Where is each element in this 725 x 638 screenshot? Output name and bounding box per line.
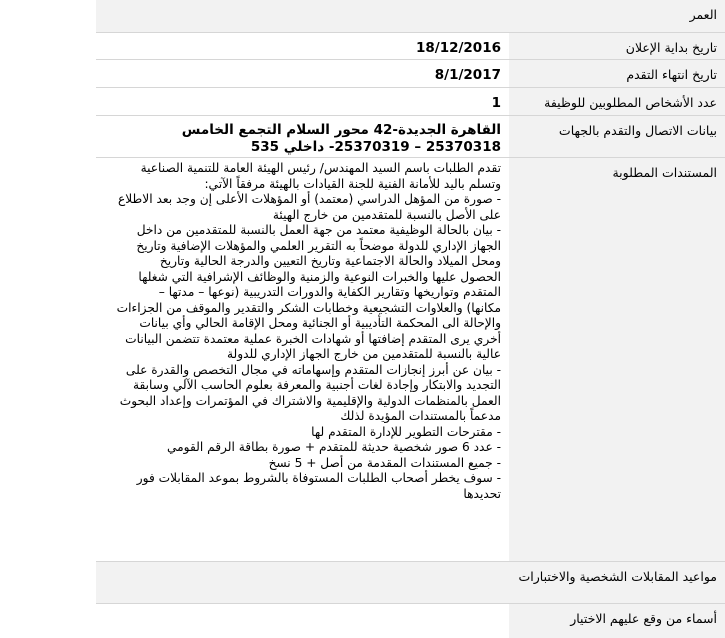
contact-label: بيانات الاتصال والتقدم بالجهات — [509, 116, 725, 157]
doc-line: وتسلم باليد للأمانة الفنية للجنة القيادات بالهيئة مرفقاً الآتي: — [204, 176, 501, 191]
doc-line: - مقترحات التطوير للإدارة المتقدم لها — [311, 424, 501, 439]
job-details-table — [96, 0, 725, 638]
apply-end-value: 8/1/2017 — [96, 60, 509, 87]
interviews-label: مواعيد المقابلات الشخصية والاختبارات — [509, 562, 725, 603]
documents-label: المستندات المطلوبة — [509, 158, 725, 561]
selected-value — [96, 604, 509, 638]
contact-phones: 25370318 – 25370319- داخلي 535 — [250, 139, 501, 155]
doc-line: المتقدم وتواريخها وتقارير الكفاية والدورات التدريبية (نوعها – مدتها – — [158, 285, 501, 299]
row-documents — [96, 158, 725, 562]
doc-line: - بيان عن أبرز إنجازات المتقدم وإسهاماته في مجال التخصص والقدرة على — [125, 362, 501, 377]
doc-line: الحصول عليها والخبرات النوعية والزمنية والوظائف الإشرافية التي شغلها — [138, 269, 501, 284]
doc-line: والإحالة الى المحكمة التأديبية أو الجنائية ومحل الإقامة الحالي وأي بيانات — [139, 316, 501, 330]
row-apply-end — [96, 60, 725, 88]
apply-end-label: تاريخ انتهاء التقدم — [509, 60, 725, 87]
row-selected — [96, 604, 725, 638]
contact-value — [96, 116, 509, 157]
count-label: عدد الأشخاص المطلوبين للوظيفة — [509, 88, 725, 115]
doc-line: أخري يرى المتقدم إضافتها أو شهادات الخبرة عملية معتمدة تتضمن البيانات — [125, 331, 501, 346]
count-value: 1 — [96, 88, 509, 115]
age-value — [96, 0, 509, 32]
doc-line: تقدم الطلبات باسم السيد المهندس/ رئيس الهيئة العامة للتنمية الصناعية — [140, 161, 501, 175]
doc-line: على الأصل بالنسبة للمتقدمين من خارج الهيئة — [272, 207, 501, 222]
doc-line: تحديدها — [463, 486, 501, 501]
row-age — [96, 0, 725, 33]
row-interviews — [96, 562, 725, 604]
interviews-value — [96, 562, 509, 603]
row-count — [96, 88, 725, 116]
contact-address: القاهرة الجديدة-42 محور السلام التجمع الخامس — [181, 122, 501, 138]
doc-line: - سوف يخطر أصحاب الطلبات المستوفاة بالشروط بموعد المقابلات فور — [136, 471, 501, 485]
selected-label: أسماء من وقع عليهم الاختيار — [509, 604, 725, 638]
doc-line: الجهاز الإداري للدولة موضحاً به التقرير العلمي والمؤهلات الإضافية وتاريخ — [136, 238, 501, 253]
doc-line: ومحل الميلاد والحالة الاجتماعية وتاريخ التعيين والدرجة الحالية وتاريخ — [159, 254, 501, 268]
doc-line: - صورة من المؤهل الدراسي (معتمد) أو المؤهلات الأعلى إن وجد بعد الاطلاع — [118, 192, 501, 206]
doc-line: مدعماً بالمستندات المؤيدة لذلك — [340, 409, 501, 423]
doc-line: التجديد والابتكار وإجادة لغات أجنبية والمعرفة بعلوم الحاسب الآلي وسابقة — [132, 378, 501, 392]
ad-start-value: 18/12/2016 — [96, 33, 509, 59]
row-ad-start — [96, 33, 725, 60]
doc-line: مكانها) والعلاوات التشجيعية وخطابات الشكر والتقدير والموقف من الجزاءات — [116, 300, 501, 315]
doc-line: - بيان بالحالة الوظيفية معتمد من جهة العمل بالنسبة للمتقدمين من داخل — [136, 223, 501, 237]
row-contact — [96, 116, 725, 158]
age-label: العمر — [509, 0, 725, 32]
doc-line: - عدد 6 صور شخصية حديثة للمتقدم + صورة بطاقة الرقم القومي — [167, 440, 501, 454]
documents-value — [96, 158, 509, 561]
doc-line: عالية بالنسبة للمتقدمين من خارج الجهاز الإداري للدولة — [227, 347, 501, 361]
ad-start-label: تاريخ بداية الإعلان — [509, 33, 725, 59]
doc-line: - جميع المستندات المقدمة من أصل + 5 نسخ — [268, 455, 501, 470]
doc-line: العمل بالمنظمات الدولية والإقليمية والاشتراك في المؤتمرات وإعداد البحوث — [119, 393, 501, 408]
